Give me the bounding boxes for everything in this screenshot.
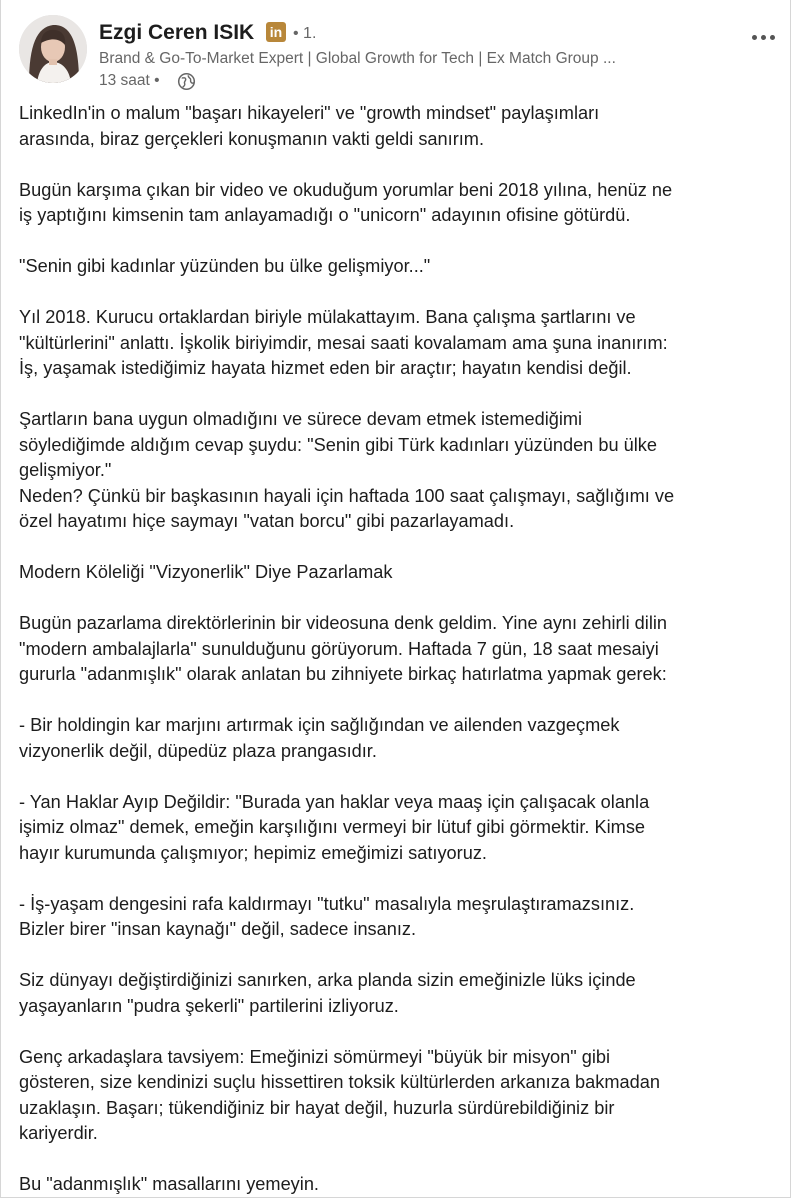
post-text-line: arasında, biraz gerçekleri konuşmanın vakti geldi sanırım. — [19, 128, 485, 149]
post-text-line: uzaklaşın. Başarı; tükendiğiniz bir hayat değil, huzurla sürdürebildiğiniz bir — [19, 1097, 615, 1118]
post-text-line: gelişmiyor." — [19, 460, 112, 480]
post-text-line: Şartların bana uygun olmadığını ve sürece devam etmek istemediğimi — [19, 409, 583, 429]
post-header — [19, 15, 779, 91]
post-text-line: özel hayatımı hiçe saymayı "vatan borcu" gibi pazarlayamadı. — [19, 511, 515, 531]
post-text-line: Bugün pazarlama direktörlerinin bir videosuna denk geldim. Yine aynı zehirli dilin — [19, 613, 668, 633]
post-paragraph — [19, 790, 779, 867]
post-text-line: Bizler birer "insan kaynağı" değil, sadece insanız. — [19, 919, 417, 939]
post-text-line: kariyerdir. — [19, 1123, 98, 1143]
post-paragraph — [19, 1045, 779, 1147]
post-text-line: Genç arkadaşlara tavsiyem: Emeğinizi sömürmeyi "büyük bir misyon" gibi — [19, 1046, 611, 1067]
avatar-photo — [19, 15, 87, 83]
post-text-line: Neden? Çünkü bir başkasının hayali için haftada 100 saat çalışmayı, sağlığımı ve — [19, 485, 675, 506]
post-paragraph — [19, 611, 779, 688]
avatar[interactable] — [19, 15, 87, 83]
post-text-line: - İş-yaşam dengesini rafa kaldırmayı "tutku" masalıyla meşrulaştıramazsınız. — [19, 893, 635, 914]
post-text-line: İş, yaşamak istediğimiz hayata hizmet eden bir araçtır; hayatın kendisi değil. — [19, 358, 632, 378]
linkedin-premium-icon: in — [266, 22, 286, 42]
post-text-line: LinkedIn'in o malum "başarı hikayeleri" ve "growth mindset" paylaşımları — [19, 103, 600, 123]
post-text-line: "kültürlerini" anlattı. İşkolik biriyimdir, mesai saati kovalamam ama şuna inanırım: — [19, 332, 668, 353]
post-text-line: Yıl 2018. Kurucu ortaklardan biriyle mülakattayım. Bana çalışma şartlarını ve — [19, 307, 636, 327]
post-text-line: işimiz olmaz" demek, emeğin karşılığını vermeyi bir lütuf gibi görmektir. Kimse — [19, 817, 646, 837]
ellipsis-icon[interactable] — [749, 27, 779, 47]
post-text-line: Bu "adanmışlık" masallarını yemeyin. — [19, 1174, 319, 1194]
post-paragraph — [19, 892, 779, 943]
post-body — [19, 101, 779, 1198]
post-paragraph — [19, 305, 779, 382]
post-paragraph — [19, 254, 779, 280]
post-time: 13 saat • — [99, 72, 160, 89]
post-text-line: vizyonerlik değil, düpedüz plaza prangasıdır. — [19, 740, 377, 761]
post-paragraph — [19, 1172, 779, 1198]
post-paragraph — [19, 178, 779, 229]
post-text-line: Bugün karşıma çıkan bir video ve okuduğum yorumlar beni 2018 yılına, henüz ne — [19, 179, 673, 200]
post-text-line: - Bir holdingin kar marjını artırmak için sağlığından ve ailenden vazgeçmek — [19, 715, 620, 735]
post-text-line: Modern Köleliği "Vizyonerlik" Diye Pazarlamak — [19, 562, 393, 582]
post-paragraph — [19, 101, 779, 152]
post-text-line: gösteren, size kendinizi suçlu hissettiren toksik kültürlerden arkanıza bakmadan — [19, 1072, 660, 1092]
author-name[interactable]: Ezgi Ceren ISIK — [99, 21, 255, 44]
post-text-line: gururla "adanmışlık" olarak anlatan bu zihniyete birkaç hatırlatma yapmak gerek: — [19, 664, 667, 684]
post-text-line: yaşayanların "pudra şekerli" partilerini izliyoruz. — [19, 995, 399, 1016]
post-paragraph — [19, 968, 779, 1019]
post-paragraph — [19, 560, 779, 586]
post-text-line: iş yaptığını kimsenin tam anlayamadığı o "unicorn" adayının ofisine götürdü. — [19, 205, 631, 225]
post-text-line: "modern ambalajlarla" sunulduğunu görüyorum. Haftada 7 gün, 18 saat mesaiyi — [19, 638, 659, 659]
post-paragraph — [19, 407, 779, 535]
globe-icon — [177, 72, 196, 91]
post-text-line: hayır kurumunda çalışmıyor; hepimiz emeğimizi satıyoruz. — [19, 842, 487, 863]
connection-degree: • 1. — [293, 25, 317, 42]
author-headline: Brand & Go-To-Market Expert | Global Growth for Tech | Ex Match Group ... — [99, 50, 616, 67]
post-paragraph — [19, 713, 779, 764]
post-text-line: - Yan Haklar Ayıp Değildir: "Burada yan haklar veya maaş için çalışacak olanla — [19, 791, 650, 812]
post-text-line: "Senin gibi kadınlar yüzünden bu ülke gelişmiyor..." — [19, 256, 431, 276]
post-text-line: Siz dünyayı değiştirdiğinizi sanırken, arka planda sizin emeğinizle lüks içinde — [19, 970, 636, 990]
post-text-line: söylediğimde aldığım cevap şuydu: "Senin gibi Türk kadınları yüzünden bu ülke — [19, 434, 658, 455]
